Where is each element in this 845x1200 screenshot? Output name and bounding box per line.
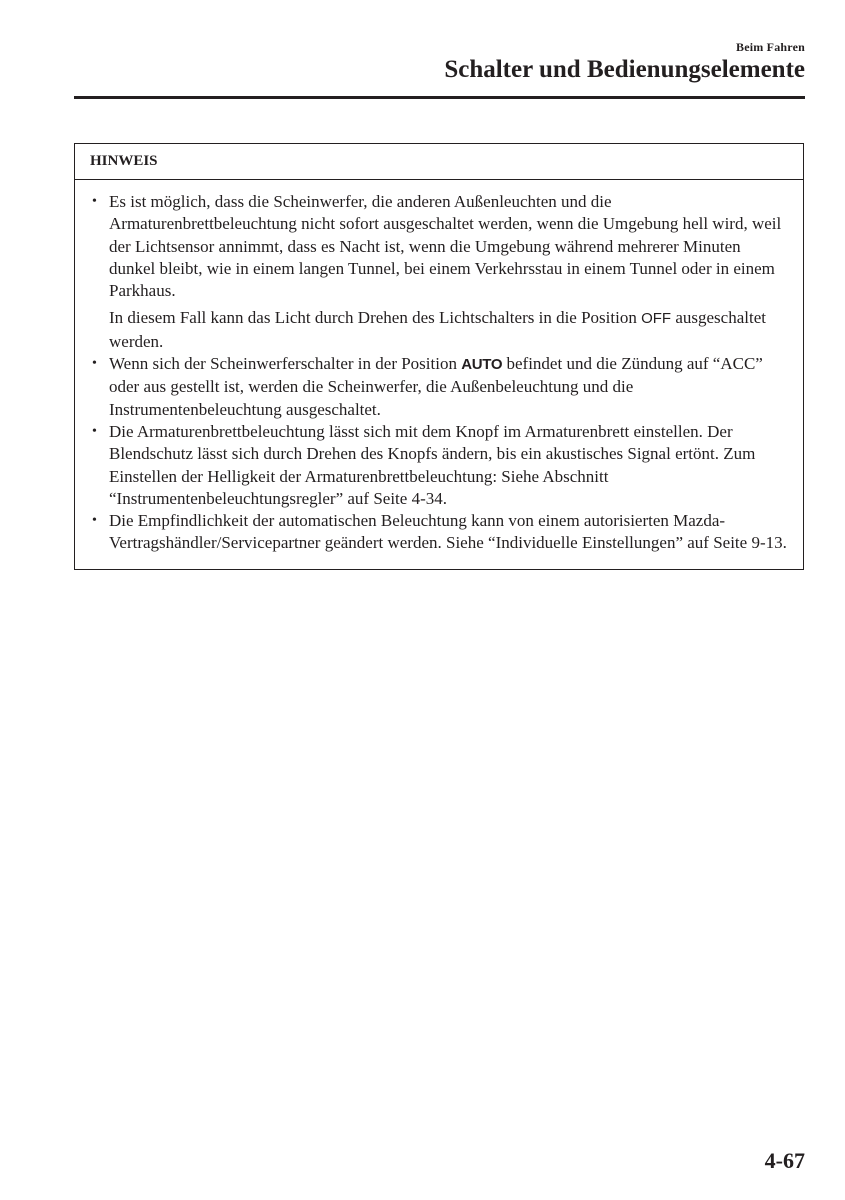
switch-position-off-label: OFF (641, 310, 672, 328)
bullet-icon: • (92, 423, 97, 439)
note-item (89, 510, 787, 555)
section-label: Beim Fahren (736, 40, 805, 54)
note-text: In diesem Fall kann das Licht durch Drehen des Lichtschalters in die Position (109, 308, 642, 328)
note-paragraph: Es ist möglich, dass die Scheinwerfer, die anderen Außenleuchten und die Armaturenbrettbeleuchtung nicht sofort ausgeschaltet werden, wenn die Umgebung hell wird, weil der Lichtsensor annimmt, dass es Nacht ist, wenn die Umgebung während mehrerer Minuten dunkel bleibt, wie in einem langen Tunnel, bei einem Verkehrsstau in einem Tunnel oder in einem Parkhaus. (109, 192, 782, 301)
note-box (74, 143, 804, 570)
note-text: Wenn sich der Scheinwerferschalter in der Position (109, 354, 462, 374)
page-title: Schalter und Bedienungselemente (444, 56, 805, 83)
note-body (75, 180, 803, 569)
header-rule (74, 96, 805, 99)
note-text: befindet und die Zündung auf “ACC” oder aus gestellt ist, werden die Scheinwerfer, die Außenbeleuchtung und die Instrumentenbeleuchtung ausgeschaltet. (109, 354, 763, 419)
note-item (89, 353, 787, 421)
bullet-icon: • (92, 513, 97, 529)
bullet-icon: • (92, 356, 97, 372)
note-item (89, 421, 787, 510)
note-paragraph (109, 307, 787, 353)
note-item (89, 191, 787, 353)
note-paragraph: Die Empfindlichkeit der automatischen Beleuchtung kann von einem autorisierten Mazda-Vertragshändler/Servicepartner geändert werden. Siehe “Individuelle Einstellungen” auf Seite 9-13. (109, 511, 787, 553)
page-number: 4-67 (764, 1148, 805, 1173)
note-list (89, 191, 787, 555)
note-paragraph: Die Armaturenbrettbeleuchtung lässt sich mit dem Knopf im Armaturenbrett einstellen. Der Blendschutz lässt sich durch Drehen des Knopfs ändern, bis ein akustisches Signal ertönt. Zum Einstellen der Helligkeit der Armaturenbrettbeleuchtung: Siehe Abschnitt “Instrumentenbeleuchtungsregler” auf Seite 4-34. (109, 421, 756, 508)
bullet-icon: • (92, 194, 97, 209)
switch-position-auto-label: AUTO (461, 356, 503, 374)
note-text: ausgeschaltet werden. (109, 308, 766, 351)
note-heading: HINWEIS (75, 144, 803, 180)
note-paragraph (109, 353, 787, 421)
